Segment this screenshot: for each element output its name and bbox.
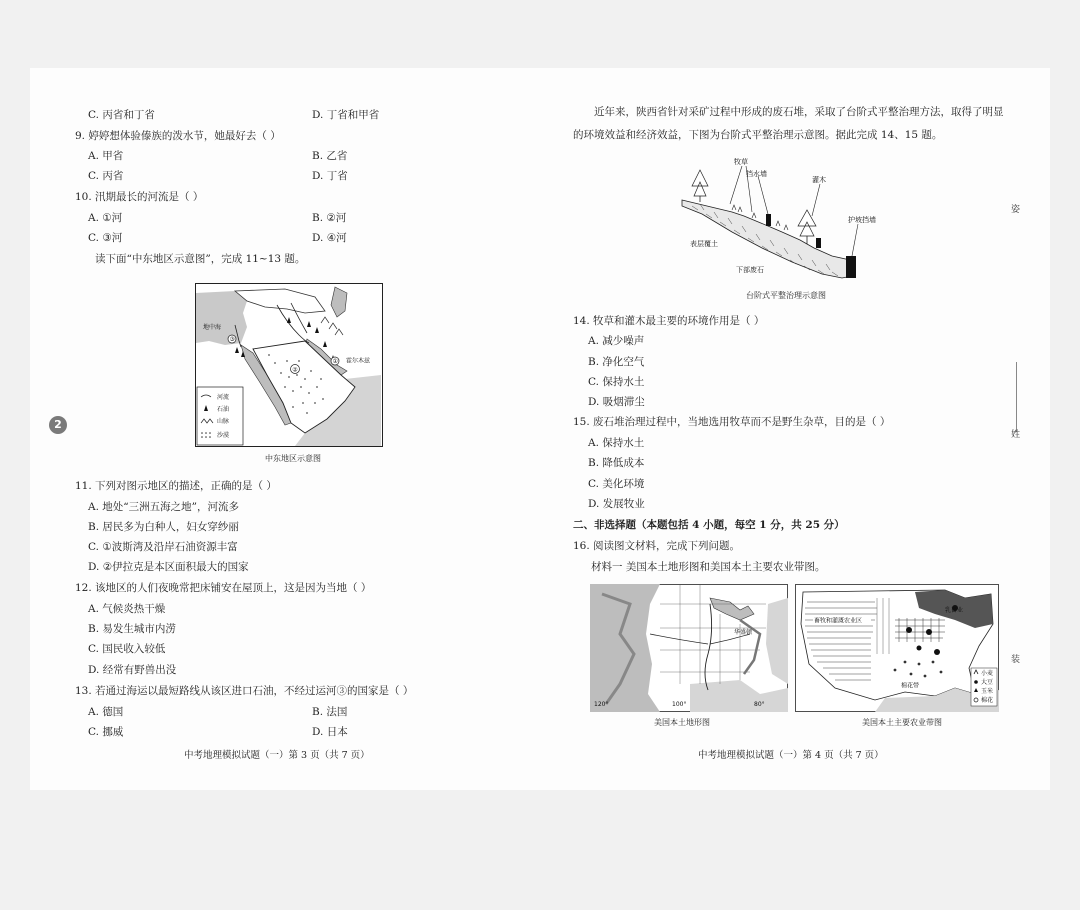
q12-option-b: B. 易发生城市内涝 <box>88 623 176 635</box>
cotton-belt-label: 棉花带 <box>901 682 920 690</box>
svg-text:大豆: 大豆 <box>981 679 994 686</box>
svg-text:山脉: 山脉 <box>217 418 230 425</box>
terrace-caption: 台阶式平整治理示意图 <box>746 291 826 300</box>
washington-label: 华盛顿 <box>734 629 753 636</box>
q11-stem: 11. 下列对图示地区的描述，正确的是（ ） <box>75 480 277 492</box>
q11-option-d: D. ②伊拉克是本区面积最大的国家 <box>88 561 249 573</box>
intro-11-13: 读下面“中东地区示意图”，完成 11~13 题。 <box>95 253 306 265</box>
left-footer: 中考地理模拟试题（一）第 3 页（共 7 页） <box>184 750 370 761</box>
terrace-diagram <box>672 152 876 300</box>
label-slope-wall: 护坡挡墙 <box>848 216 876 224</box>
q14-option-a: A. 减少噪声 <box>588 335 645 347</box>
svg-text:沙漠: 沙漠 <box>217 432 230 439</box>
q10-option-c: C. ③河 <box>88 232 123 244</box>
label-waste-rock: 下部废石 <box>736 266 764 274</box>
page-number-badge: 2 <box>49 416 67 434</box>
q13-option-c: C. 挪威 <box>88 726 124 738</box>
edge-mark-top: 姿 <box>1011 205 1021 215</box>
q9-option-b: B. 乙省 <box>312 150 348 162</box>
q9-option-a: A. 甲省 <box>88 150 124 162</box>
q9-option-d: D. 丁省 <box>312 170 348 182</box>
intro-14-15-line1: 近年来，陕西省针对采矿过程中形成的废石堆，采取了台阶式平整治理方法，取得了明显 <box>594 106 1004 118</box>
q8-option-d: D. 丁省和甲省 <box>312 109 380 121</box>
marker-3: ③ <box>229 336 235 344</box>
edge-line <box>1016 362 1017 432</box>
q9-option-c: C. 丙省 <box>88 170 124 182</box>
us-agriculture-map <box>795 584 999 712</box>
middle-east-map-caption: 中东地区示意图 <box>265 454 321 463</box>
label-topsoil: 表层覆土 <box>690 240 718 248</box>
label-grass: 牧草 <box>734 158 748 166</box>
q14-stem: 14. 牧草和灌木最主要的环境作用是（ ） <box>573 315 765 327</box>
section-2-heading: 二、非选择题（本题包括 4 小题，每空 1 分，共 25 分） <box>573 519 845 531</box>
label-retaining-wall: 挡水墙 <box>746 170 767 178</box>
us-terrain-caption: 美国本土地形图 <box>654 718 710 727</box>
marker-1: ① <box>332 358 338 366</box>
q13-option-d: D. 日本 <box>312 726 348 738</box>
svg-text:玉米: 玉米 <box>981 688 994 695</box>
lon-80-label: 80° <box>754 701 765 708</box>
q15-option-a: A. 保持水土 <box>588 437 645 449</box>
svg-text:石油: 石油 <box>217 406 230 413</box>
q11-option-a: A. 地处“三洲五海之地”，河流多 <box>88 501 239 513</box>
q12-option-c: C. 国民收入较低 <box>88 643 166 655</box>
lon-120-label: 120° <box>594 701 609 708</box>
q11-option-b: B. 居民多为白种人，妇女穿纱丽 <box>88 521 239 533</box>
intro-14-15-line2: 的环境效益和经济效益，下图为台阶式平整治理示意图。据此完成 14、15 题。 <box>573 129 943 141</box>
svg-text:棉花: 棉花 <box>981 697 994 704</box>
q8-option-c: C. 丙省和丁省 <box>88 109 155 121</box>
q12-option-d: D. 经常有野兽出没 <box>88 664 177 676</box>
q11-option-c: C. ①波斯湾及沿岸石油资源丰富 <box>88 541 238 553</box>
q12-stem: 12. 该地区的人们夜晚常把床铺安在屋顶上，这是因为当地（ ） <box>75 582 372 594</box>
q13-stem: 13. 若通过海运以最短路线从该区进口石油，不经过运河③的国家是（ ） <box>75 685 414 697</box>
q9-stem: 9. 婷婷想体验傣族的泼水节，她最好去（ ） <box>75 130 281 142</box>
right-footer: 中考地理模拟试题（一）第 4 页（共 7 页） <box>698 750 884 761</box>
dairy-label: 乳畜业 <box>945 607 964 614</box>
svg-text:小麦: 小麦 <box>981 670 994 677</box>
mediterranean-label: 地中海 <box>203 324 222 331</box>
q13-option-b: B. 法国 <box>312 706 348 718</box>
us-terrain-map <box>590 584 788 712</box>
edge-mark-bottom: 装 <box>1011 655 1021 665</box>
label-shrub: 灌木 <box>812 176 826 184</box>
q13-option-a: A. 德国 <box>88 706 124 718</box>
marker-2: ② <box>292 366 298 374</box>
q10-option-b: B. ②河 <box>312 212 347 224</box>
hormuz-label: 霍尔木兹 <box>346 357 371 365</box>
us-agriculture-caption: 美国本土主要农业带图 <box>862 718 942 727</box>
q14-option-c: C. 保持水土 <box>588 376 645 388</box>
q15-option-d: D. 发展牧业 <box>588 498 645 510</box>
q12-option-a: A. 气候炎热干燥 <box>88 603 166 615</box>
edge-mark-middle: 姓 <box>1011 430 1021 440</box>
q15-stem: 15. 废石堆治理过程中，当地选用牧草而不是野生杂草，目的是（ ） <box>573 416 891 428</box>
q14-option-b: B. 净化空气 <box>588 356 645 368</box>
lon-100-label: 100° <box>672 701 687 708</box>
grazing-irrigation-label: 畜牧和灌溉农业区 <box>814 617 863 625</box>
q14-option-d: D. 吸烟滞尘 <box>588 396 645 408</box>
q15-option-b: B. 降低成本 <box>588 457 645 469</box>
q10-option-d: D. ④河 <box>312 232 347 244</box>
q16-stem: 16. 阅读图文材料，完成下列问题。 <box>573 540 741 552</box>
soybean-icon <box>974 680 978 684</box>
q15-option-c: C. 美化环境 <box>588 478 645 490</box>
material-1: 材料一 美国本土地形图和美国本土主要农业带图。 <box>591 561 826 573</box>
q10-stem: 10. 汛期最长的河流是（ ） <box>75 191 204 203</box>
q10-option-a: A. ①河 <box>88 212 123 224</box>
middle-east-map <box>195 283 383 447</box>
svg-text:河流: 河流 <box>217 394 230 401</box>
